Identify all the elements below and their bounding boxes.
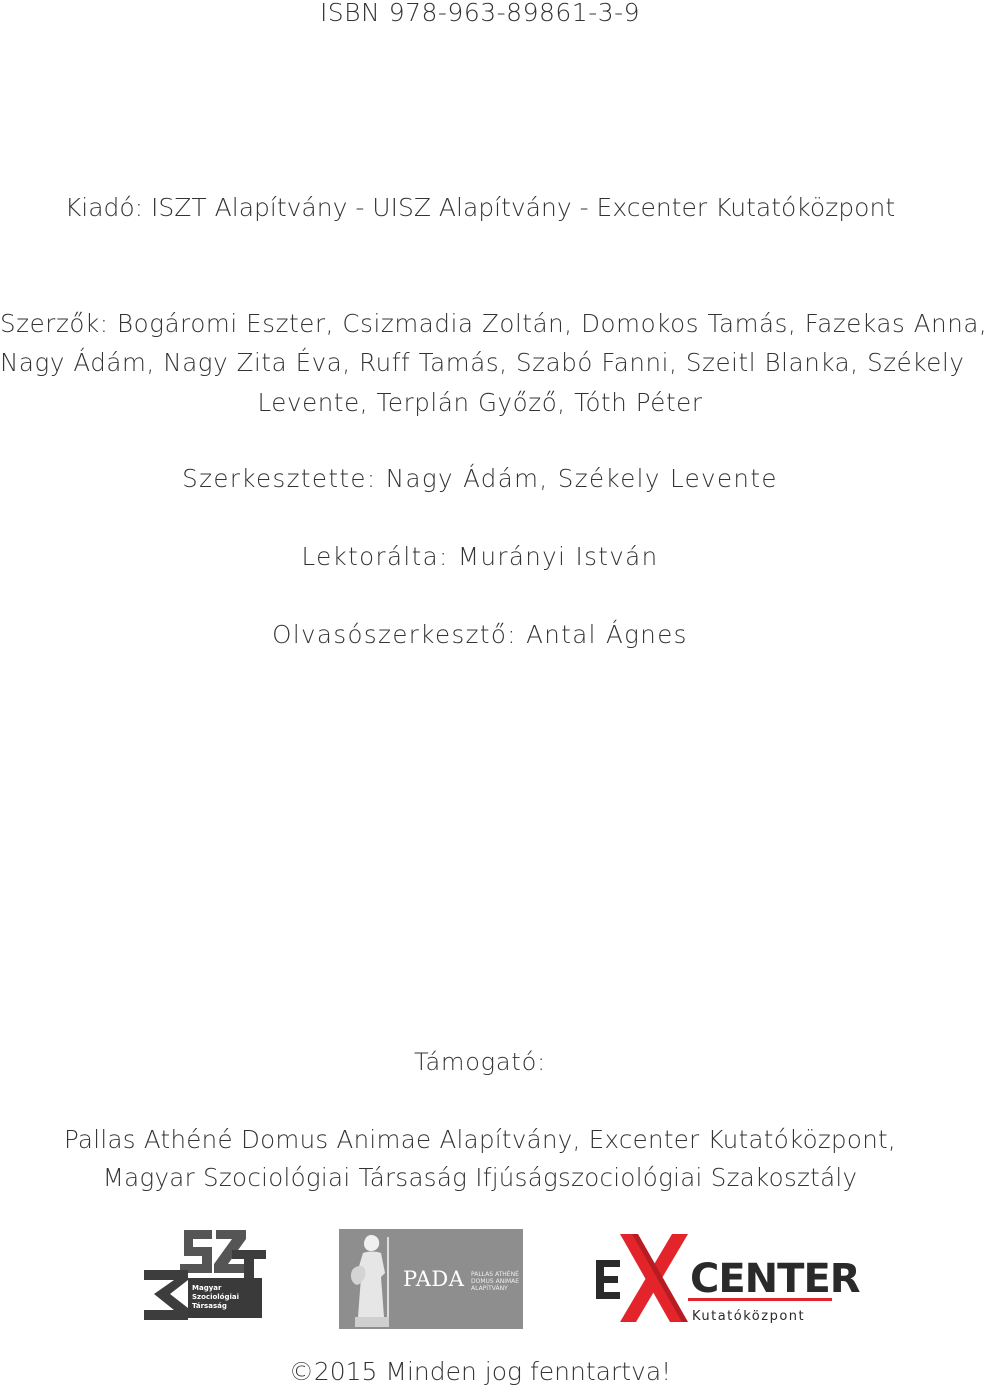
reviewer: Lektorálta: Murányi István (301, 542, 659, 571)
excenter-x-icon (592, 1230, 860, 1326)
supporters-line-1: Pallas Athéné Domus Animae Alapítvány, Excenter Kutatóközpont, (63, 1125, 897, 1154)
proofreader: Olvasószerkesztő: Antal Ágnes (272, 620, 688, 649)
copyright: ©2015 Minden jog fenntartva! (288, 1357, 672, 1386)
pada-logo (339, 1229, 523, 1329)
szt-text-line-2: Szociológiai (192, 1293, 240, 1301)
pada-text-line-2: DOMUS ANIMAE (471, 1278, 520, 1285)
pada-text-line-3: ALAPÍTVÁNY (471, 1285, 508, 1292)
excenter-subtitle: Kutatóközpont (692, 1309, 806, 1324)
pada-text-line-1: PALLAS ATHÉNÉ (471, 1271, 519, 1278)
pallas-statue-icon (341, 1229, 401, 1329)
publisher: Kiadó: ISZT Alapítvány - UISZ Alapítvány - Excenter Kutatóközpont (64, 193, 896, 222)
authors-line-3: Levente, Terplán Győző, Tóth Péter (257, 388, 703, 417)
authors-line-2: Nagy Ádám, Nagy Zita Éva, Ruff Tamás, Szabó Fanni, Szeitl Blanka, Székely (0, 348, 965, 377)
isbn: ISBN 978-963-89861-3-9 (319, 0, 641, 27)
szt-text (192, 1284, 239, 1311)
excenter-logo (592, 1230, 860, 1326)
szt-logo (140, 1228, 268, 1324)
excenter-word: CENTER (690, 1256, 860, 1302)
supporters-line-2: Magyar Szociológiai Társaság Ifjúságszociológiai Szakosztály (102, 1163, 858, 1192)
editors: Szerkesztette: Nagy Ádám, Székely Levente (182, 464, 778, 493)
pada-fulltext (471, 1271, 523, 1292)
authors-line-1: Szerzők: Bogáromi Eszter, Csizmadia Zoltán, Domokos Tamás, Fazekas Anna, (0, 309, 987, 338)
supporter-label: Támogató: (414, 1048, 546, 1076)
szt-text-line-1: Magyar (192, 1284, 222, 1292)
szt-text-line-3: Társaság (192, 1302, 227, 1310)
pada-word: PADA (403, 1267, 465, 1291)
